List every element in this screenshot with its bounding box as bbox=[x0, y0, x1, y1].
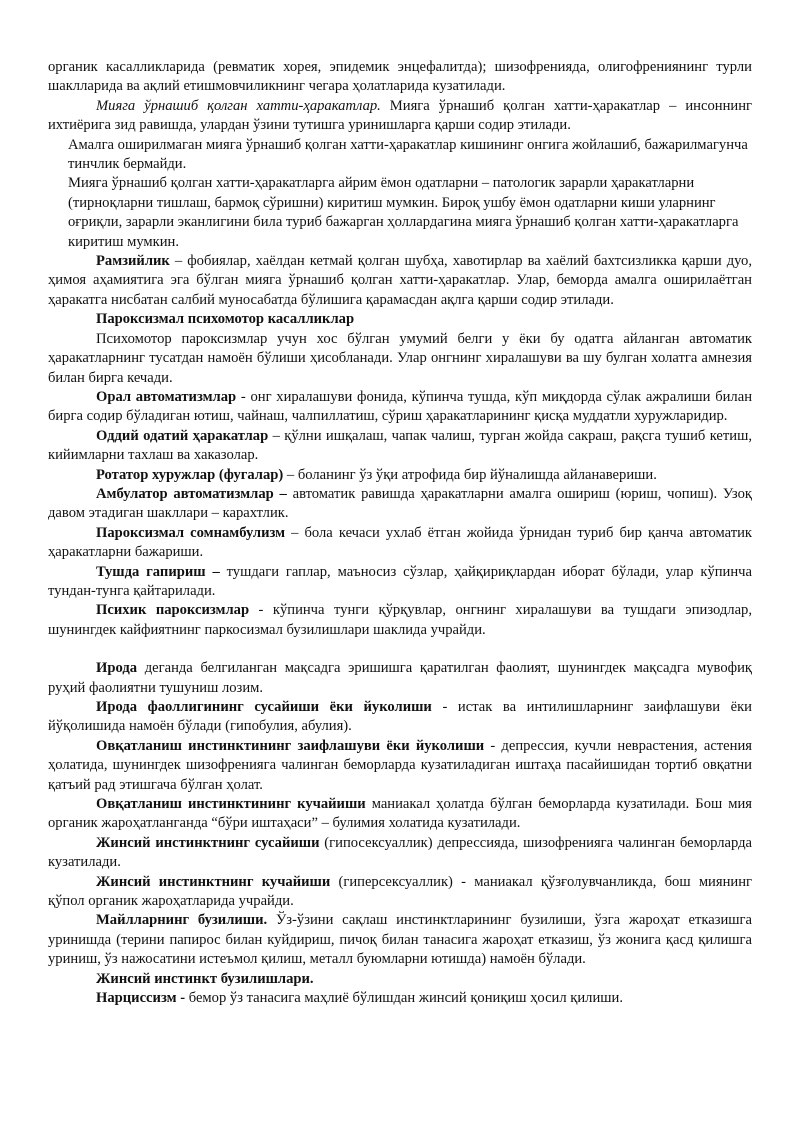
paragraph-text: маниакал ҳолатда бўлган беморларда кузатилади. Бош мия органик жароҳатланганда “бўри иштаҳаси” – булимия холатида кузатилади. bbox=[48, 796, 752, 832]
term-bold: Жинсий инстинктнинг сусайиши bbox=[96, 834, 320, 851]
paragraph-sexual-instinct-weakening bbox=[48, 834, 752, 873]
paragraph-text: Мияга ўрнашиб қолган хатти-ҳаракатлар – инсоннинг ихтиёрига зид равишда, улардан ўзини тутишга уринишларга қарши содир этилади. bbox=[48, 97, 752, 134]
term-bold: Пароксизмал сомнамбулизм bbox=[96, 524, 286, 541]
paragraph-psychic-paroxysms bbox=[48, 601, 752, 640]
paragraph-psychomotor bbox=[48, 330, 752, 388]
term-bold: Психик пароксизмлар bbox=[96, 602, 250, 619]
paragraph-symbolism bbox=[48, 252, 752, 310]
paragraph-simple-habitual bbox=[48, 427, 752, 466]
paragraph-ambulatory bbox=[48, 485, 752, 524]
term-bold: Амбулатор автоматизмлар – bbox=[96, 485, 287, 502]
term-bold: Нарциссизм - bbox=[96, 990, 186, 1007]
paragraph-text: – боланинг ўз ўқи атрофида бир йўналишда айланавериши. bbox=[283, 466, 657, 483]
paragraph-text: Ўз-ўзини сақлаш инстинктларининг бузилиши, ўзга жароҳат етказишга уринишда (терини папирос билан куйдириш, пичоқ билан танасига жароҳат етказиш, ўз жонига қасд қилишга уриниш, ўз нажосатини истеъмол қилиш, металл буюмларни ютишда) намоён бўлади. bbox=[48, 912, 752, 968]
paragraph-food-instinct-strengthening bbox=[48, 795, 752, 834]
paragraph-text: тушдаги гаплар, маъносиз сўзлар, ҳайқириқлардан иборат бўлади, улар кўпинча тундан-тунга қайтарилади. bbox=[48, 563, 752, 599]
paragraph-text: Мияга ўрнашиб қолган хатти-ҳаракатларга айрим ёмон одатларни – патологик зарарли ҳаракатларни (тирноқларни тишлаш, бармоқ сўришни) киритиш мумкин. Бироқ ушбу ёмон одатларни киши уларнинг оғриқли, зарарли эканлигини била туриб бажарган ҳоллардагина мияга ўрнашиб қолган хатти-ҳаракатларга киритиш мумкин. bbox=[68, 175, 739, 250]
term-bold: Тушда гапириш – bbox=[96, 563, 220, 580]
document-page bbox=[48, 58, 752, 1009]
term-bold: Овқатланиш инстинктининг заифлашуви ёки йуколиши bbox=[96, 737, 485, 754]
section-heading-paroxysmal bbox=[48, 310, 752, 329]
paragraph-food-instinct-weakening bbox=[48, 737, 752, 795]
section-heading-sexual-disorders bbox=[48, 970, 752, 989]
paragraph-unfulfilled bbox=[48, 136, 752, 175]
blank-line bbox=[48, 640, 752, 659]
paragraph-bad-habits bbox=[48, 174, 752, 252]
term-bold: Рамзийлик bbox=[96, 253, 170, 270]
term-bold: Ротатор хуружлар (фугалар) bbox=[96, 466, 284, 483]
term-bold: Орал автоматизмлар bbox=[96, 388, 237, 405]
paragraph-text: - истак ва интилишларнинг заифлашуви ёки йўқолишида намоён бўлади (гипобулия, абулия). bbox=[48, 699, 752, 735]
term-bold: Майлларнинг бузилиши. bbox=[96, 912, 268, 929]
term-bold: Овқатланиш инстинктининг кучайиши bbox=[96, 796, 366, 813]
heading-text: Жинсий инстинкт бузилишлари. bbox=[96, 970, 314, 987]
paragraph-rotator bbox=[48, 466, 752, 485]
paragraph-text: деганда белгиланган мақсадга эришишга қаратилган фаолият, шунингдек мақсадга мувофиқ руҳий фаолиятни тушуниш лозим. bbox=[48, 660, 752, 696]
paragraph-will bbox=[48, 659, 752, 698]
paragraph-text: органик касалликларида (ревматик хорея, эпидемик энцефалитда); шизофренияда, олигофрениянинг турли шаклларида ва ақлий етишмовчиликнинг чегара ҳолатларида кузатилади. bbox=[48, 59, 752, 95]
paragraph-text: – бола кечаси ухлаб ётган жойида ўрнидан туриб бир қанча автоматик ҳаракатларни бажариши. bbox=[48, 524, 752, 561]
heading-text: Пароксизмал психомотор касалликлар bbox=[96, 311, 355, 328]
paragraph-sleep-talking bbox=[48, 563, 752, 602]
paragraph-text: (гиперсексуаллик) - маниакал қўзғолувчанликда, бош миянинг қўпол органик жароҳатларида учрайди. bbox=[48, 873, 752, 910]
paragraph-text: – фобиялар, хаёлдан кетмай қолган шубҳа, хавотирлар ва хаёлий бахтсизликка қарши дуо, ҳимоя аҳамиятига эга бўлган мияга ўрнашиб қолган хатти-ҳаракатлар. Улар, беморда амалга оширилаётган ҳаракатга нисбатан салбий муносабатда бўлишига қарамасдан ақлга қарши содир этилади. bbox=[48, 253, 752, 308]
paragraph-text: – қўлни ишқалаш, чапак чалиш, турган жойда сакраш, рақсга тушиб кетиш, кийимларни тахлаш ва хаказолар. bbox=[48, 427, 752, 464]
term-italic: Мияга ўрнашиб қолган хатти-ҳаракатлар. bbox=[96, 97, 381, 114]
term-bold: Ирода bbox=[96, 660, 138, 677]
paragraph-text: автоматик равишда ҳаракатларни амалга ошириш (юриш, чопиш). Узоқ давом этадиган шакллари – карахтлик. bbox=[48, 485, 752, 522]
paragraph-drives-disorder bbox=[48, 911, 752, 969]
paragraph-obsessive-actions bbox=[48, 97, 752, 136]
paragraph-text: - онг хиралашуви фонида, кўпинча тушда, кўп миқдорда сўлак ажралиши билан бирга содир бўладиган ютиш, чайнаш, чалпиллатиш, сўриш ҳаракатларининг қисқа муддатли хуружларидир. bbox=[48, 388, 752, 425]
term-bold: Жинсий инстинктнинг кучайиши bbox=[96, 873, 331, 890]
term-bold: Ирода фаоллигининг сусайиши ёки йуколиши bbox=[96, 699, 432, 715]
paragraph-text: (гипосексуаллик) депрессияда, шизофренияга чалинган беморларда кузатилади. bbox=[48, 834, 752, 871]
paragraph-somnambulism bbox=[48, 524, 752, 563]
paragraph-narcissism bbox=[48, 989, 752, 1008]
paragraph-sexual-instinct-strengthening bbox=[48, 873, 752, 912]
paragraph-will-weakening bbox=[48, 698, 752, 737]
paragraph-intro bbox=[48, 58, 752, 97]
paragraph-text: - кўпинча тунги қўрқувлар, онгнинг хиралашуви ва тушдаги эпизодлар, шунингдек кайфиятнинг паркосизмал бузилишлари шаклида учрайди. bbox=[48, 602, 753, 638]
term-bold: Оддий одатий ҳаракатлар bbox=[96, 427, 269, 444]
paragraph-oral-automatisms bbox=[48, 388, 752, 427]
paragraph-text: Психомотор пароксизмлар учун хос бўлган умумий белги у ёки бу одатга айланган автоматик ҳаракатларнинг тусатдан намоён бўлиши ҳисобланади. Улар онгнинг хиралашуви ва шу булган холатга амнезия билан бирга кечади. bbox=[48, 330, 752, 386]
paragraph-text: - депрессия, кучли неврастения, астения ҳолатида, шунингдек шизофренияга чалинган беморларда кузатиладиган иштаҳа пасайишидан тортиб овқатни қатъий рад этишгача бўлган ҳолат. bbox=[48, 737, 752, 793]
paragraph-text: Амалга оширилмаган мияга ўрнашиб қолган хатти-ҳаракатлар кишининг онгига жойлашиб, бажарилмагунча тинчлик бермайди. bbox=[68, 136, 748, 173]
paragraph-text: бемор ўз танасига маҳлиё бўлишдан жинсий қониқиш ҳосил қилиши. bbox=[185, 990, 623, 1007]
